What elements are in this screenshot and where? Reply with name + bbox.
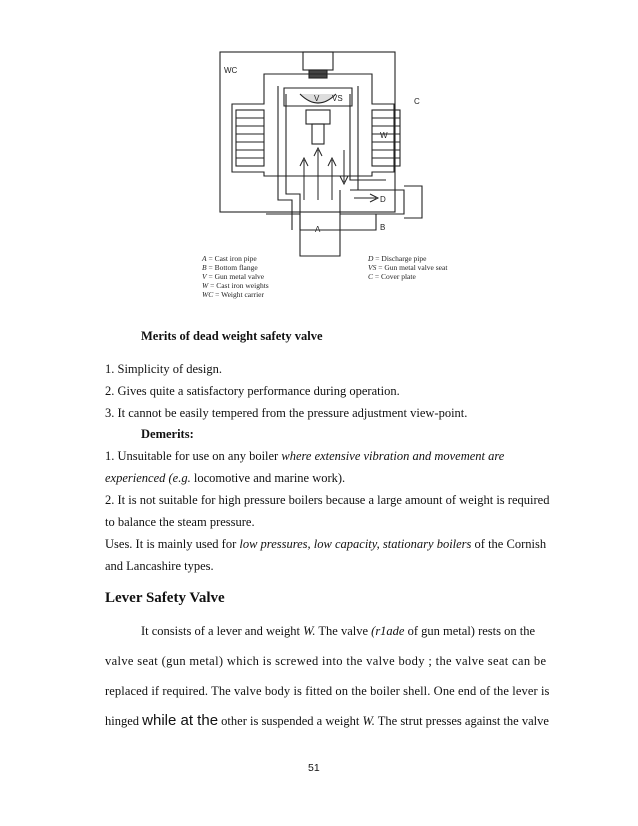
label-a: A xyxy=(315,225,321,234)
dead-weight-safety-valve-diagram xyxy=(0,0,638,310)
demerit-item-1-line-1: 1. Unsuitable for use on any boiler where extensive vibration and movement are xyxy=(105,449,505,463)
demerit-item-1-line-2: experienced (e.g. locomotive and marine work). xyxy=(105,471,346,485)
weight-carrier-outline xyxy=(232,74,394,176)
merit-item-1: 1. Simplicity of design. xyxy=(105,362,223,376)
weights-left xyxy=(236,110,264,166)
label-vs: VS xyxy=(332,94,343,103)
merit-item-2: 2. Gives quite a satisfactory performance during operation. xyxy=(105,384,400,398)
lever-paragraph-line-1: It consists of a lever and weight W. The valve (r1ade of gun metal) rests on the xyxy=(141,624,536,638)
lever-paragraph-line-4: hinged while at the other is suspended a weight W. The strut presses against the valve xyxy=(105,712,549,729)
cover-plate-outline xyxy=(220,52,395,212)
label-c: C xyxy=(414,97,420,106)
legend-left: A = Cast iron pipe B = Bottom flange V = Gun metal valve W = Cast iron weights WC = Weight carrier xyxy=(202,254,269,299)
lever-paragraph-line-3: replaced if required. The valve body is fitted on the boiler shell. One end of the lever is xyxy=(105,684,550,698)
label-v: V xyxy=(314,94,320,103)
demerit-item-2-line-1: 2. It is not suitable for high pressure boilers because a large amount of weight is required xyxy=(105,493,550,507)
page-number: 51 xyxy=(308,762,320,774)
merit-item-3: 3. It cannot be easily tempered from the pressure adjustment view-point. xyxy=(105,406,468,420)
label-wc: WC xyxy=(224,66,238,75)
label-d: D xyxy=(380,195,386,204)
uses-line-2: and Lancashire types. xyxy=(105,559,214,573)
uses-line-1: Uses. It is mainly used for low pressures, low capacity, stationary boilers of the Cornish xyxy=(105,537,547,551)
label-b: B xyxy=(380,223,386,232)
legend-right: D = Discharge pipe VS = Gun metal valve seat C = Cover plate xyxy=(368,254,448,281)
label-w: W xyxy=(380,131,388,140)
demerit-item-2-line-2: to balance the steam pressure. xyxy=(105,515,255,529)
demerits-heading: Demerits: xyxy=(141,427,194,441)
lever-safety-valve-heading: Lever Safety Valve xyxy=(105,590,225,606)
lever-paragraph-line-2: valve seat (gun metal) which is screwed into the valve body ; the valve seat can be xyxy=(105,654,547,668)
merits-heading: Merits of dead weight safety valve xyxy=(141,329,323,343)
